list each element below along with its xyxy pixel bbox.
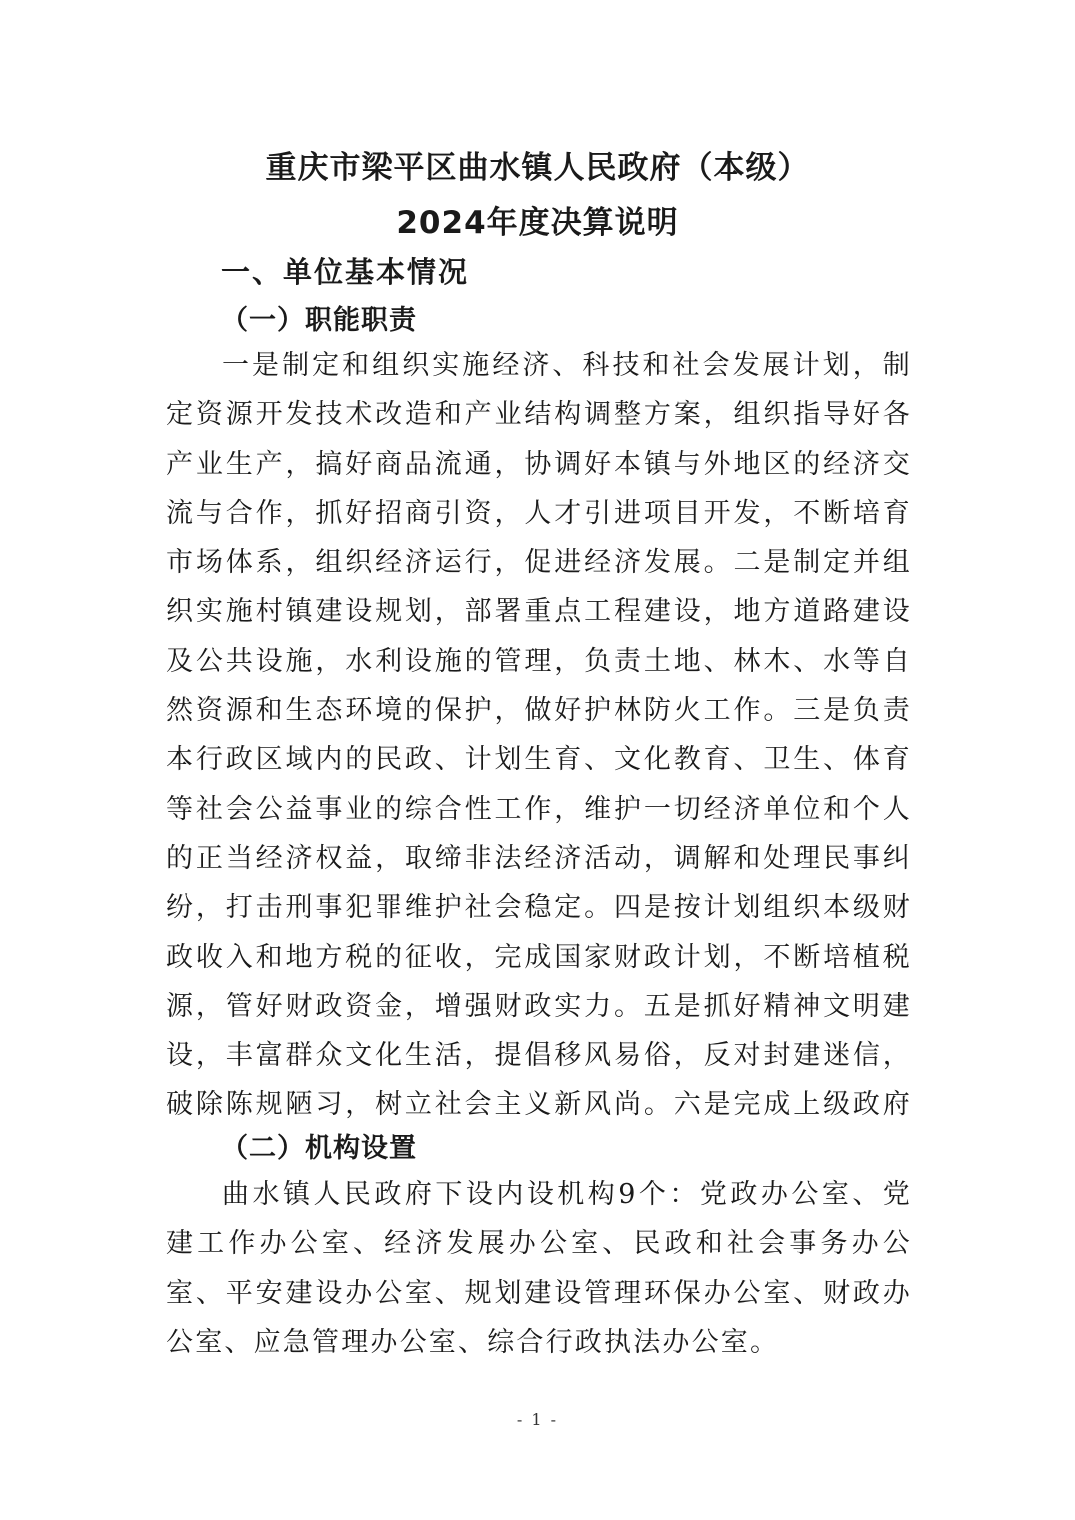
subsection-heading-duties: （一）职能职责	[221, 305, 417, 336]
subsection-heading-organization: （二）机构设置	[221, 1133, 417, 1164]
duties-paragraph: 一是制定和组织实施经济、科技和社会发展计划，制定资源开发技术改造和产业结构调整方案，组织指导好各产业生产，搞好商品流通，协调好本镇与外地区的经济交流与合作，抓好招商引资，人才引进项目开发，不断培育市场体系，组织经济运行，促进经济发展。二是制定并组织实施村镇建设规划，部署重点工程建设，地方道路建设及公共设施，水利设施的管理，负责土地、林木、水等自然资源和生态环境的保护，做好护林防火工作。三是负责本行政区域内的民政、计划生育、文化教育、卫生、体育等社会公益事业的综合性工作，维护一切经济单位和个人的正当经济权益，取缔非法经济活动，调解和处理民事纠纷，打击刑事犯罪维护社会稳定。四是按计划组织本级财政收入和地方税的征收，完成国家财政计划，不断培植税源，管好财政资金，增强财政实力。五是抓好精神文明建设，丰富群众文化生活，提倡移风易俗，反对封建迷信，破除陈规陋习，树立社会主义新风尚。六是完成上级政府	[166, 350, 912, 1121]
document-subtitle: 2024年度决算说明	[396, 205, 679, 241]
page-number: - 1 -	[516, 1410, 559, 1429]
section-heading-basic-info: 一、单位基本情况	[221, 255, 470, 289]
organization-paragraph: 曲水镇人民政府下设内设机构9个：党政办公室、党建工作办公室、经济发展办公室、民政和社会事务办公室、平安建设办公室、规划建设管理环保办公室、财政办公室、应急管理办公室、综合行政执法办公室。	[166, 1179, 912, 1358]
document-title: 重庆市梁平区曲水镇人民政府（本级）	[265, 150, 810, 186]
